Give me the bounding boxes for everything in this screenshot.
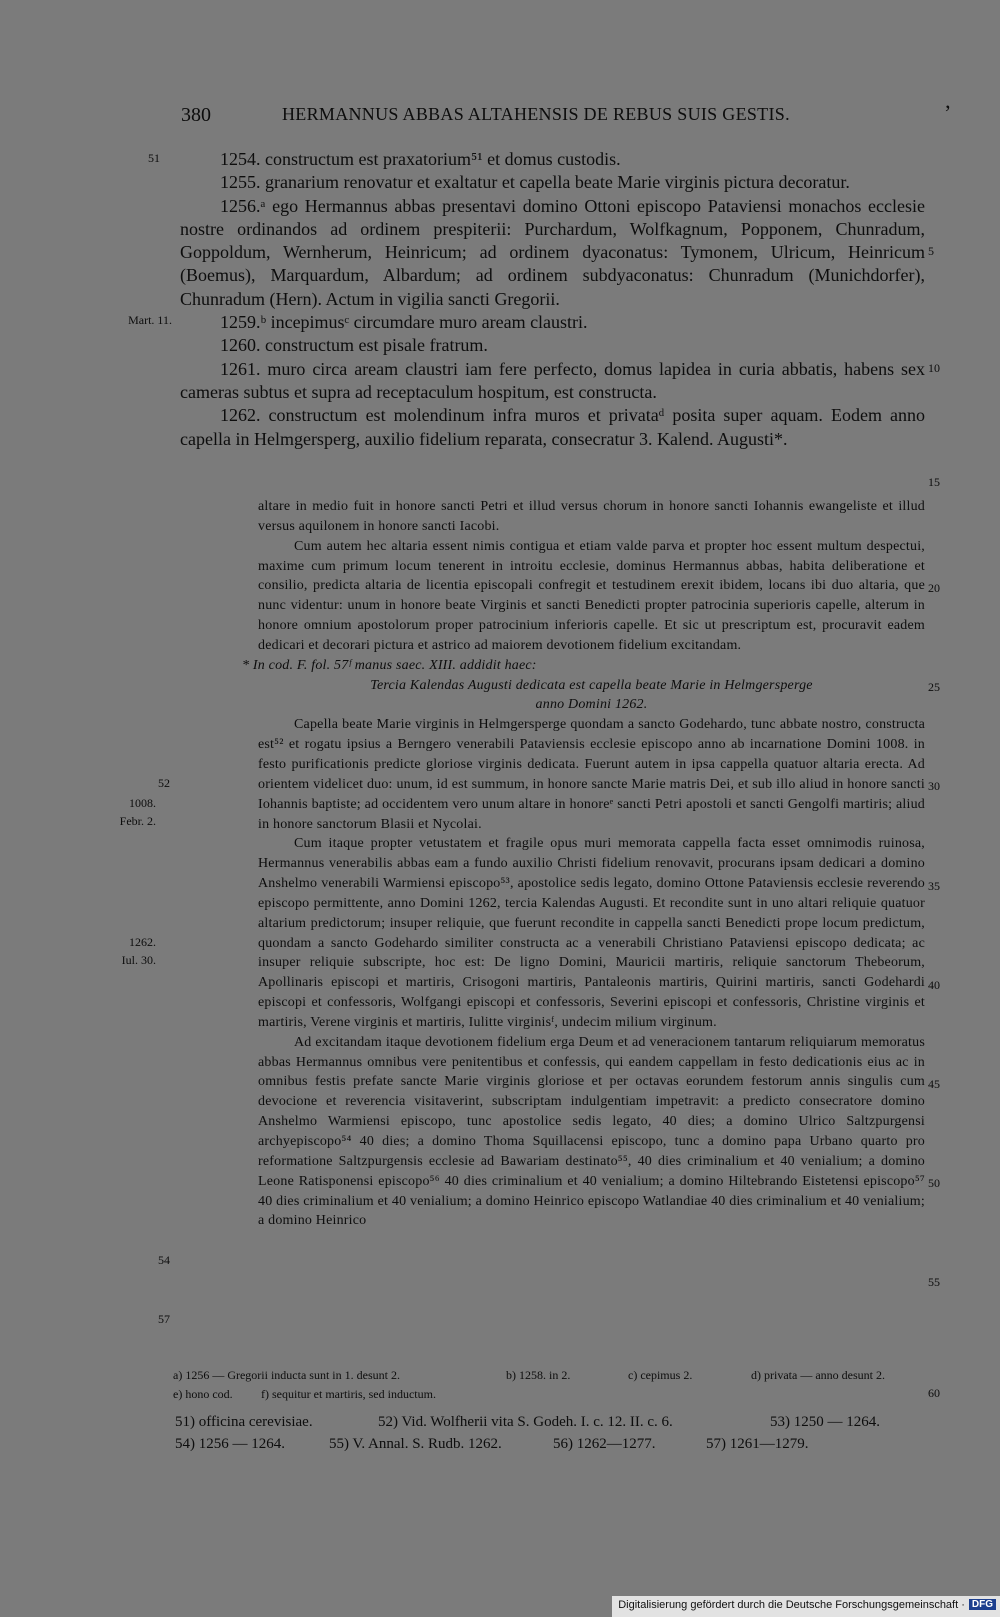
printer-mark: ’ [944, 100, 952, 125]
dfg-logo: DFG [969, 1599, 996, 1610]
margin-note-57: 57 [158, 1312, 170, 1326]
apparatus-b: b) 1258. in 2. [506, 1368, 571, 1382]
margin-note-52: 52 [158, 776, 170, 790]
line-number-10: 10 [928, 361, 940, 375]
line-number-35: 35 [928, 879, 940, 893]
page-header [0, 100, 1000, 134]
entry-1262: 1262. constructum est molendinum infra muros et privataᵈ posita super aquam. Eodem anno capella in Helmgersperg, auxilio fidelium reparata, consecratur 3. Kalend. Augusti*. [180, 405, 925, 449]
footnote-51: 51) officina cerevisiae. [175, 1414, 313, 1430]
note-indulgence: Ad excitandam itaque devotionem fidelium erga Deum et ad veneracionem tantarum reliquiarum memoratus abbas Hermannus omnibus vere penitentibus et confessis, qui eandem cappellam in festo dedicationis eius ac in omnibus festis prefate sancte Marie virginis gloriose et per octavas eorundem festorum annis singulis cum devocione et reverencia visitaverint, subscriptam indulgentiam impetravit: a predicto consecratore domino Anshelmo Warmiensi episcopo, tunc apostolice sedis legato, 40 dies; a domino Ulrico Saltzpurgensi archyepiscopo⁵⁴ 40 dies; a domino Thoma Squillacensi episcopo, tunc a domino papa Urbano quarto pro reformatione Saltzpurgensis ecclesie ad Bawariam destinato⁵⁵, 40 dies criminalium et 40 venialium; a domino Leone Ratisponensi episcopo⁵⁶ 40 dies criminalium et 40 venialium; a domino Hiltebrando Eistetensi episcopo⁵⁷ 40 dies criminalium et 40 venialium; a domino Heinrico episcopo Watlandiae 40 dies criminalium et 40 venialium; a domino Heinrico [258, 1034, 925, 1229]
entry-1260: 1260. constructum est pisale fratrum. [220, 335, 488, 356]
note-chapel-renovation: Cum itaque propter vetustatem et fragile opus muri memorata cappella facta esset omnimodis ruinosa, Hermannus venerabilis abbas eam a fundo auxilio Christi fidelium renovavit, procurans ipsam dedicari a domino Anshelmo venerabili Warmiensi episcopo⁵³, apostolice sedis legato, domino Ottone Pataviensis ecclesie reverendo episcopo permittente, anno Domini 1262, tercia Kalendas Augusti. Et recondite sunt in uno altari reliquie quatuor altarium predictorum; insuper reliquie, que fuerunt recondite in cappella sancti Benedicti prope locum predictum, quondam a sancto Godehardo similiter constructa ac a venerabili Christiano Pataviensi episcopo dedicata; ac insuper reliquie subscripte, hoc est: De ligno Domini, Mauricii martiris, reliquie sanctorum Thebeorum, Apollinaris episcopi et martiris, Crisogoni martiris, Pantaleonis martiris, Quirini martiris, sancti Godehardi episcopi et confessoris, Wolfgangi episcopi et confessoris, Severini episcopi et confessoris, Christine virginis et martiris, Verene virginis et martiris, Iulitte virginisᶠ, undecim milium virginum. [258, 836, 925, 1030]
line-number-30: 30 [928, 779, 940, 793]
apparatus-e: e) hono cod. [173, 1387, 233, 1401]
digitization-footer [612, 1596, 1000, 1617]
line-number-5: 5 [928, 244, 934, 258]
margin-note-51: 51 [148, 151, 160, 165]
line-number-50: 50 [928, 1176, 940, 1190]
note-chapel-history: Capella beate Marie virginis in Helmgersperge quondam a sancto Godehardo, tunc abbate nostro, constructa est⁵² et rogatu ipsius a Berngero venerabili Pataviensis ecclesie episcopo anno ab incarnatione Domini 1008. in festo purificationis predicte gloriose virginis dedicata. Fuerunt autem in ipsa cappella quatuor altaria erecta. Ad orientem videlicet duo: unum, id est summum, in honore sancte Marie matris Dei, et sub illo aliud in honore sancti Iohannis baptiste; ad occidentem vero unum altare in honoreᵉ sancti Petri apostoli et sancti Gengolfi martiris; aliud in honore sanctorum Blasii et Nycolai. [258, 717, 925, 832]
note-altars: altare in medio fuit in honore sancti Petri et illud versus chorum in honore sancti Iohannis ewangeliste et illud versus aquilonem in honore sancti Iacobi. [258, 499, 925, 534]
margin-note-1008: 1008. [129, 796, 156, 810]
footnote-55: 55) V. Annal. S. Rudb. 1262. [329, 1436, 502, 1452]
line-number-55: 55 [928, 1275, 940, 1289]
footnote-54: 54) 1256 — 1264. [175, 1436, 285, 1452]
line-number-15: 15 [928, 475, 940, 489]
entry-1259: 1259.ᵇ incepimusᶜ circumdare muro aream claustri. [220, 312, 588, 333]
line-number-60: 60 [928, 1386, 940, 1400]
chronicle-text [180, 148, 925, 451]
footer-credit: Digitalisierung gefördert durch die Deutsche Forschungsgemeinschaft · [618, 1599, 965, 1611]
note-dedication-title: Tercia Kalendas Augusti dedicata est capella beate Marie in Helmgersperge [370, 677, 813, 693]
entry-1256: 1256.ᵃ ego Hermannus abbas presentavi domino Ottoni episcopo Pataviensi monachos ecclesie nostre ordinandos ad ordinem prespiterii: Purchardum, Wolfkagnum, Popponem, Chunradum, Goppoldum, Wernherum, Heinricum; ad ordinem dyaconatus: Tymonem, Ulricum, Heinricum (Boemus), Marquardum, Albardum; ad ordinem subdyaconatus: Chunradum (Munichdorfer), Chunradum (Hern). Actum in vigilia sancti Gregorii. [180, 195, 925, 309]
entry-1254: 1254. constructum est praxatorium⁵¹ et domus custodis. [220, 149, 621, 169]
margin-note-date-mart: Mart. 11. [128, 313, 172, 327]
entry-1261: 1261. muro circa aream claustri iam fere perfecto, domus lapidea in curia abbatis, habens sex cameras subtus et supra ad receptaculum hospitum, est constructa. [180, 358, 925, 402]
apparatus-a: a) 1256 — Gregorii inducta sunt in 1. desunt 2. [173, 1368, 400, 1382]
margin-note-1262: 1262. [129, 935, 156, 949]
note-altars-rebuilt: Cum autem hec altaria essent nimis contigua et etiam valde parva et propter hoc essent multum despectui, maxime cum primum locum tenerent in introitu ecclesie, dominus Hermannus abbas, habita deliberatione et consilio, predicta altaria de licentia episcopali confregit et testudinem erexit ibidem, locans ibi duo altaria, que nunc videntur: unum in honore beate Virginis et sancti Benedicti propter patrocinia superioris capelle, alterum in honore omnium apostolorum proper patrocinium inferioris capelle. Et sic ut prescriptum est, procuravit eadem dedicari et decorari pictura et astrico ad maiorem devotionem fidelium excitandam. [258, 538, 925, 653]
line-number-25: 25 [928, 680, 940, 694]
footnote-52: 52) Vid. Wolfherii vita S. Godeh. I. c. 12. II. c. 6. [378, 1414, 673, 1430]
footnote-57: 57) 1261—1279. [706, 1436, 809, 1452]
margin-note-febr: Febr. 2. [119, 814, 156, 828]
notes-text [242, 497, 925, 1231]
running-title: HERMANNUS ABBAS ALTAHENSIS DE REBUS SUIS GESTIS. [282, 104, 790, 124]
note-dedication-year: anno Domini 1262. [535, 697, 648, 713]
margin-note-iul: Iul. 30. [121, 953, 156, 967]
line-number-40: 40 [928, 978, 940, 992]
apparatus-d: d) privata — anno desunt 2. [751, 1368, 885, 1382]
page-number: 380 [181, 104, 211, 126]
footnote-53: 53) 1250 — 1264. [770, 1414, 880, 1430]
entry-1255: 1255. granarium renovatur et exaltatur et capella beate Marie virginis pictura decoratur. [220, 172, 850, 193]
apparatus-c: c) cepimus 2. [628, 1368, 693, 1382]
margin-note-54: 54 [158, 1253, 170, 1267]
footnote-56: 56) 1262—1277. [553, 1436, 656, 1452]
apparatus-f: f) sequitur et martiris, sed inductum. [261, 1387, 436, 1401]
line-number-45: 45 [928, 1077, 940, 1091]
note-codex-reference: * In cod. F. fol. 57ᶠ manus saec. XIII. addidit haec: [242, 657, 537, 673]
line-number-20: 20 [928, 581, 940, 595]
